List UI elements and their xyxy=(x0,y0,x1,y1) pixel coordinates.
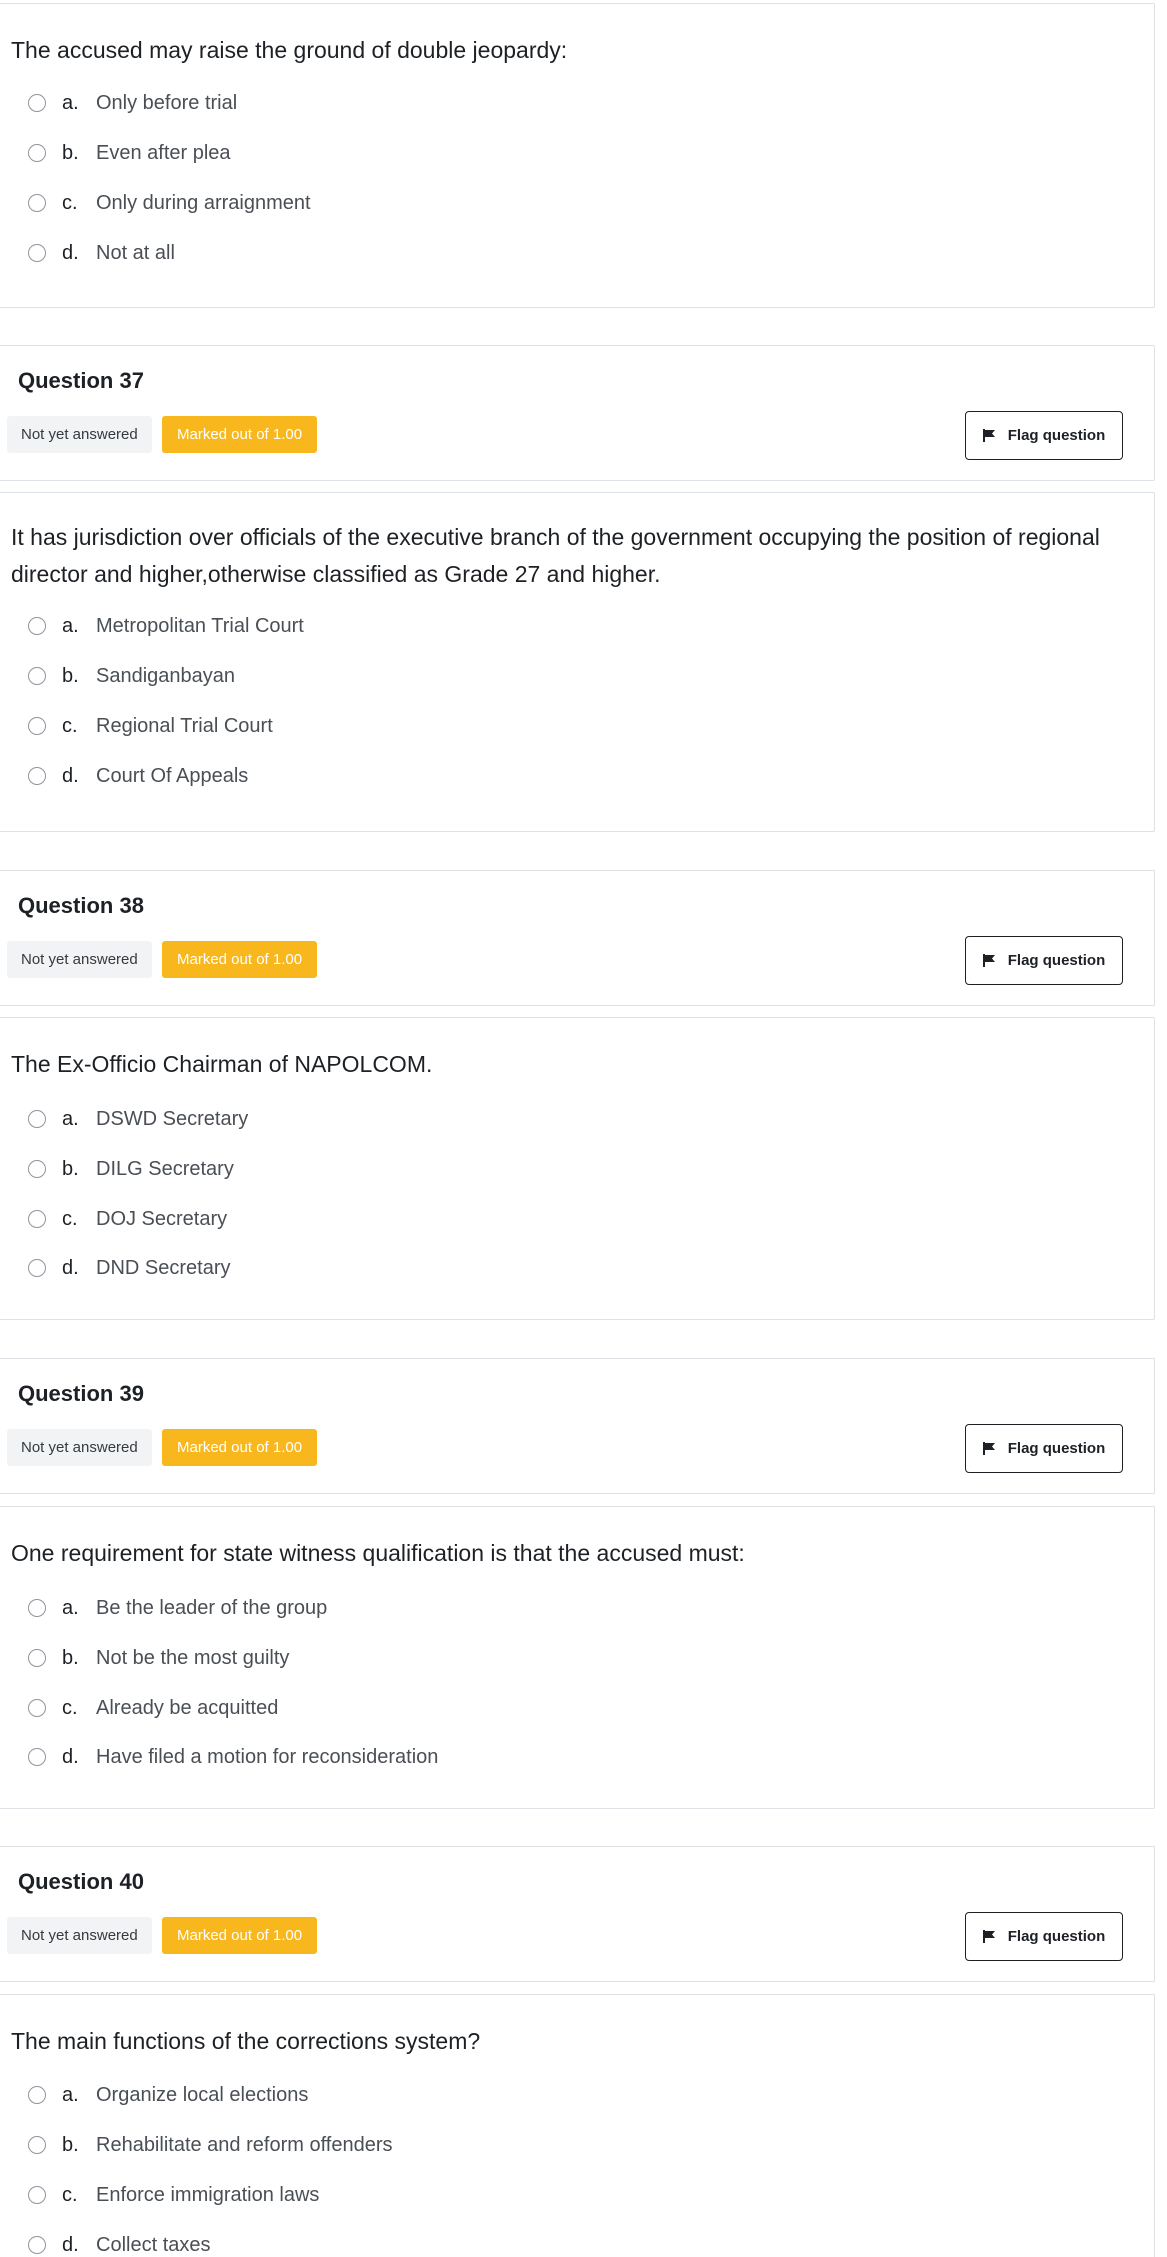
question-info-40 xyxy=(0,1846,1155,1982)
question-text: The main functions of the corrections system? xyxy=(11,2028,481,2054)
radio-button[interactable] xyxy=(28,244,46,262)
radio-button[interactable] xyxy=(28,1259,46,1277)
flag-question-button[interactable]: Flag question xyxy=(965,1912,1123,1961)
answer-option-d[interactable]: d. Collect taxes xyxy=(28,2226,211,2257)
question-number: Question 39 xyxy=(18,1381,144,1406)
question-text-box xyxy=(0,492,1155,832)
flag-icon xyxy=(983,1442,995,1455)
radio-button[interactable] xyxy=(28,767,46,785)
radio-button[interactable] xyxy=(28,1649,46,1667)
state-badge: Not yet answered xyxy=(7,1429,152,1466)
radio-button[interactable] xyxy=(28,1748,46,1766)
question-number: Question 40 xyxy=(18,1869,144,1894)
question-number: Question 37 xyxy=(18,368,144,393)
question-info-37 xyxy=(0,345,1155,481)
flag-question-button[interactable]: Flag question xyxy=(965,936,1123,985)
answer-option-d[interactable]: d. Not at all xyxy=(28,234,175,272)
grade-badge: Marked out of 1.00 xyxy=(162,1429,317,1466)
answer-option-a[interactable]: a. Only before trial xyxy=(28,84,237,122)
answer-option-c[interactable]: c. Enforce immigration laws xyxy=(28,2176,319,2214)
answer-option-c[interactable]: c. Regional Trial Court xyxy=(28,707,273,745)
answer-option-d[interactable]: d. Court Of Appeals xyxy=(28,757,248,795)
question-info-39 xyxy=(0,1358,1155,1494)
radio-button[interactable] xyxy=(28,1210,46,1228)
radio-button[interactable] xyxy=(28,1110,46,1128)
answer-option-c[interactable]: c. Already be acquitted xyxy=(28,1689,278,1727)
grade-badge: Marked out of 1.00 xyxy=(162,416,317,453)
radio-button[interactable] xyxy=(28,144,46,162)
radio-button[interactable] xyxy=(28,2236,46,2254)
radio-button[interactable] xyxy=(28,1699,46,1717)
answer-option-b[interactable]: b. Not be the most guilty xyxy=(28,1639,289,1677)
question-text-box xyxy=(0,1017,1155,1320)
radio-button[interactable] xyxy=(28,617,46,635)
flag-icon xyxy=(983,954,995,967)
answer-option-a[interactable]: a. Be the leader of the group xyxy=(28,1589,327,1627)
flag-question-button[interactable]: Flag question xyxy=(965,411,1123,460)
state-badge: Not yet answered xyxy=(7,416,152,453)
answer-option-a[interactable]: a. Organize local elections xyxy=(28,2076,308,2114)
question-text: The Ex-Officio Chairman of NAPOLCOM. xyxy=(11,1051,433,1077)
answer-option-a[interactable]: a. Metropolitan Trial Court xyxy=(28,607,304,645)
flag-question-button[interactable]: Flag question xyxy=(965,1424,1123,1473)
grade-badge: Marked out of 1.00 xyxy=(162,941,317,978)
answer-option-b[interactable]: b. Sandiganbayan xyxy=(28,657,235,695)
question-text-box xyxy=(0,1506,1155,1809)
answer-option-d[interactable]: d. DND Secretary xyxy=(28,1249,230,1287)
grade-badge: Marked out of 1.00 xyxy=(162,1917,317,1954)
answer-option-b[interactable]: b. Even after plea xyxy=(28,134,231,172)
answer-option-d[interactable]: d. Have filed a motion for reconsideration xyxy=(28,1738,438,1776)
radio-button[interactable] xyxy=(28,717,46,735)
radio-button[interactable] xyxy=(28,94,46,112)
flag-icon xyxy=(983,1930,995,1943)
question-text: The accused may raise the ground of double jeopardy: xyxy=(11,37,568,63)
answer-option-c[interactable]: c. Only during arraignment xyxy=(28,184,311,222)
answer-option-b[interactable]: b. Rehabilitate and reform offenders xyxy=(28,2126,392,2164)
question-text: One requirement for state witness qualification is that the accused must: xyxy=(11,1540,745,1566)
question-number: Question 38 xyxy=(18,893,144,918)
radio-button[interactable] xyxy=(28,1599,46,1617)
question-text: It has jurisdiction over officials of the executive branch of the government occupying the position of regional director and higher,otherwise classified as Grade 27 and higher. xyxy=(11,524,1100,587)
answer-option-c[interactable]: c. DOJ Secretary xyxy=(28,1200,227,1238)
question-info-38 xyxy=(0,870,1155,1006)
radio-button[interactable] xyxy=(28,667,46,685)
state-badge: Not yet answered xyxy=(7,1917,152,1954)
state-badge: Not yet answered xyxy=(7,941,152,978)
question-text-box xyxy=(0,1994,1155,2257)
radio-button[interactable] xyxy=(28,2186,46,2204)
question-text-box xyxy=(0,3,1155,308)
radio-button[interactable] xyxy=(28,2136,46,2154)
radio-button[interactable] xyxy=(28,2086,46,2104)
flag-icon xyxy=(983,429,995,442)
answer-option-a[interactable]: a. DSWD Secretary xyxy=(28,1100,248,1138)
answer-option-b[interactable]: b. DILG Secretary xyxy=(28,1150,234,1188)
radio-button[interactable] xyxy=(28,1160,46,1178)
radio-button[interactable] xyxy=(28,194,46,212)
